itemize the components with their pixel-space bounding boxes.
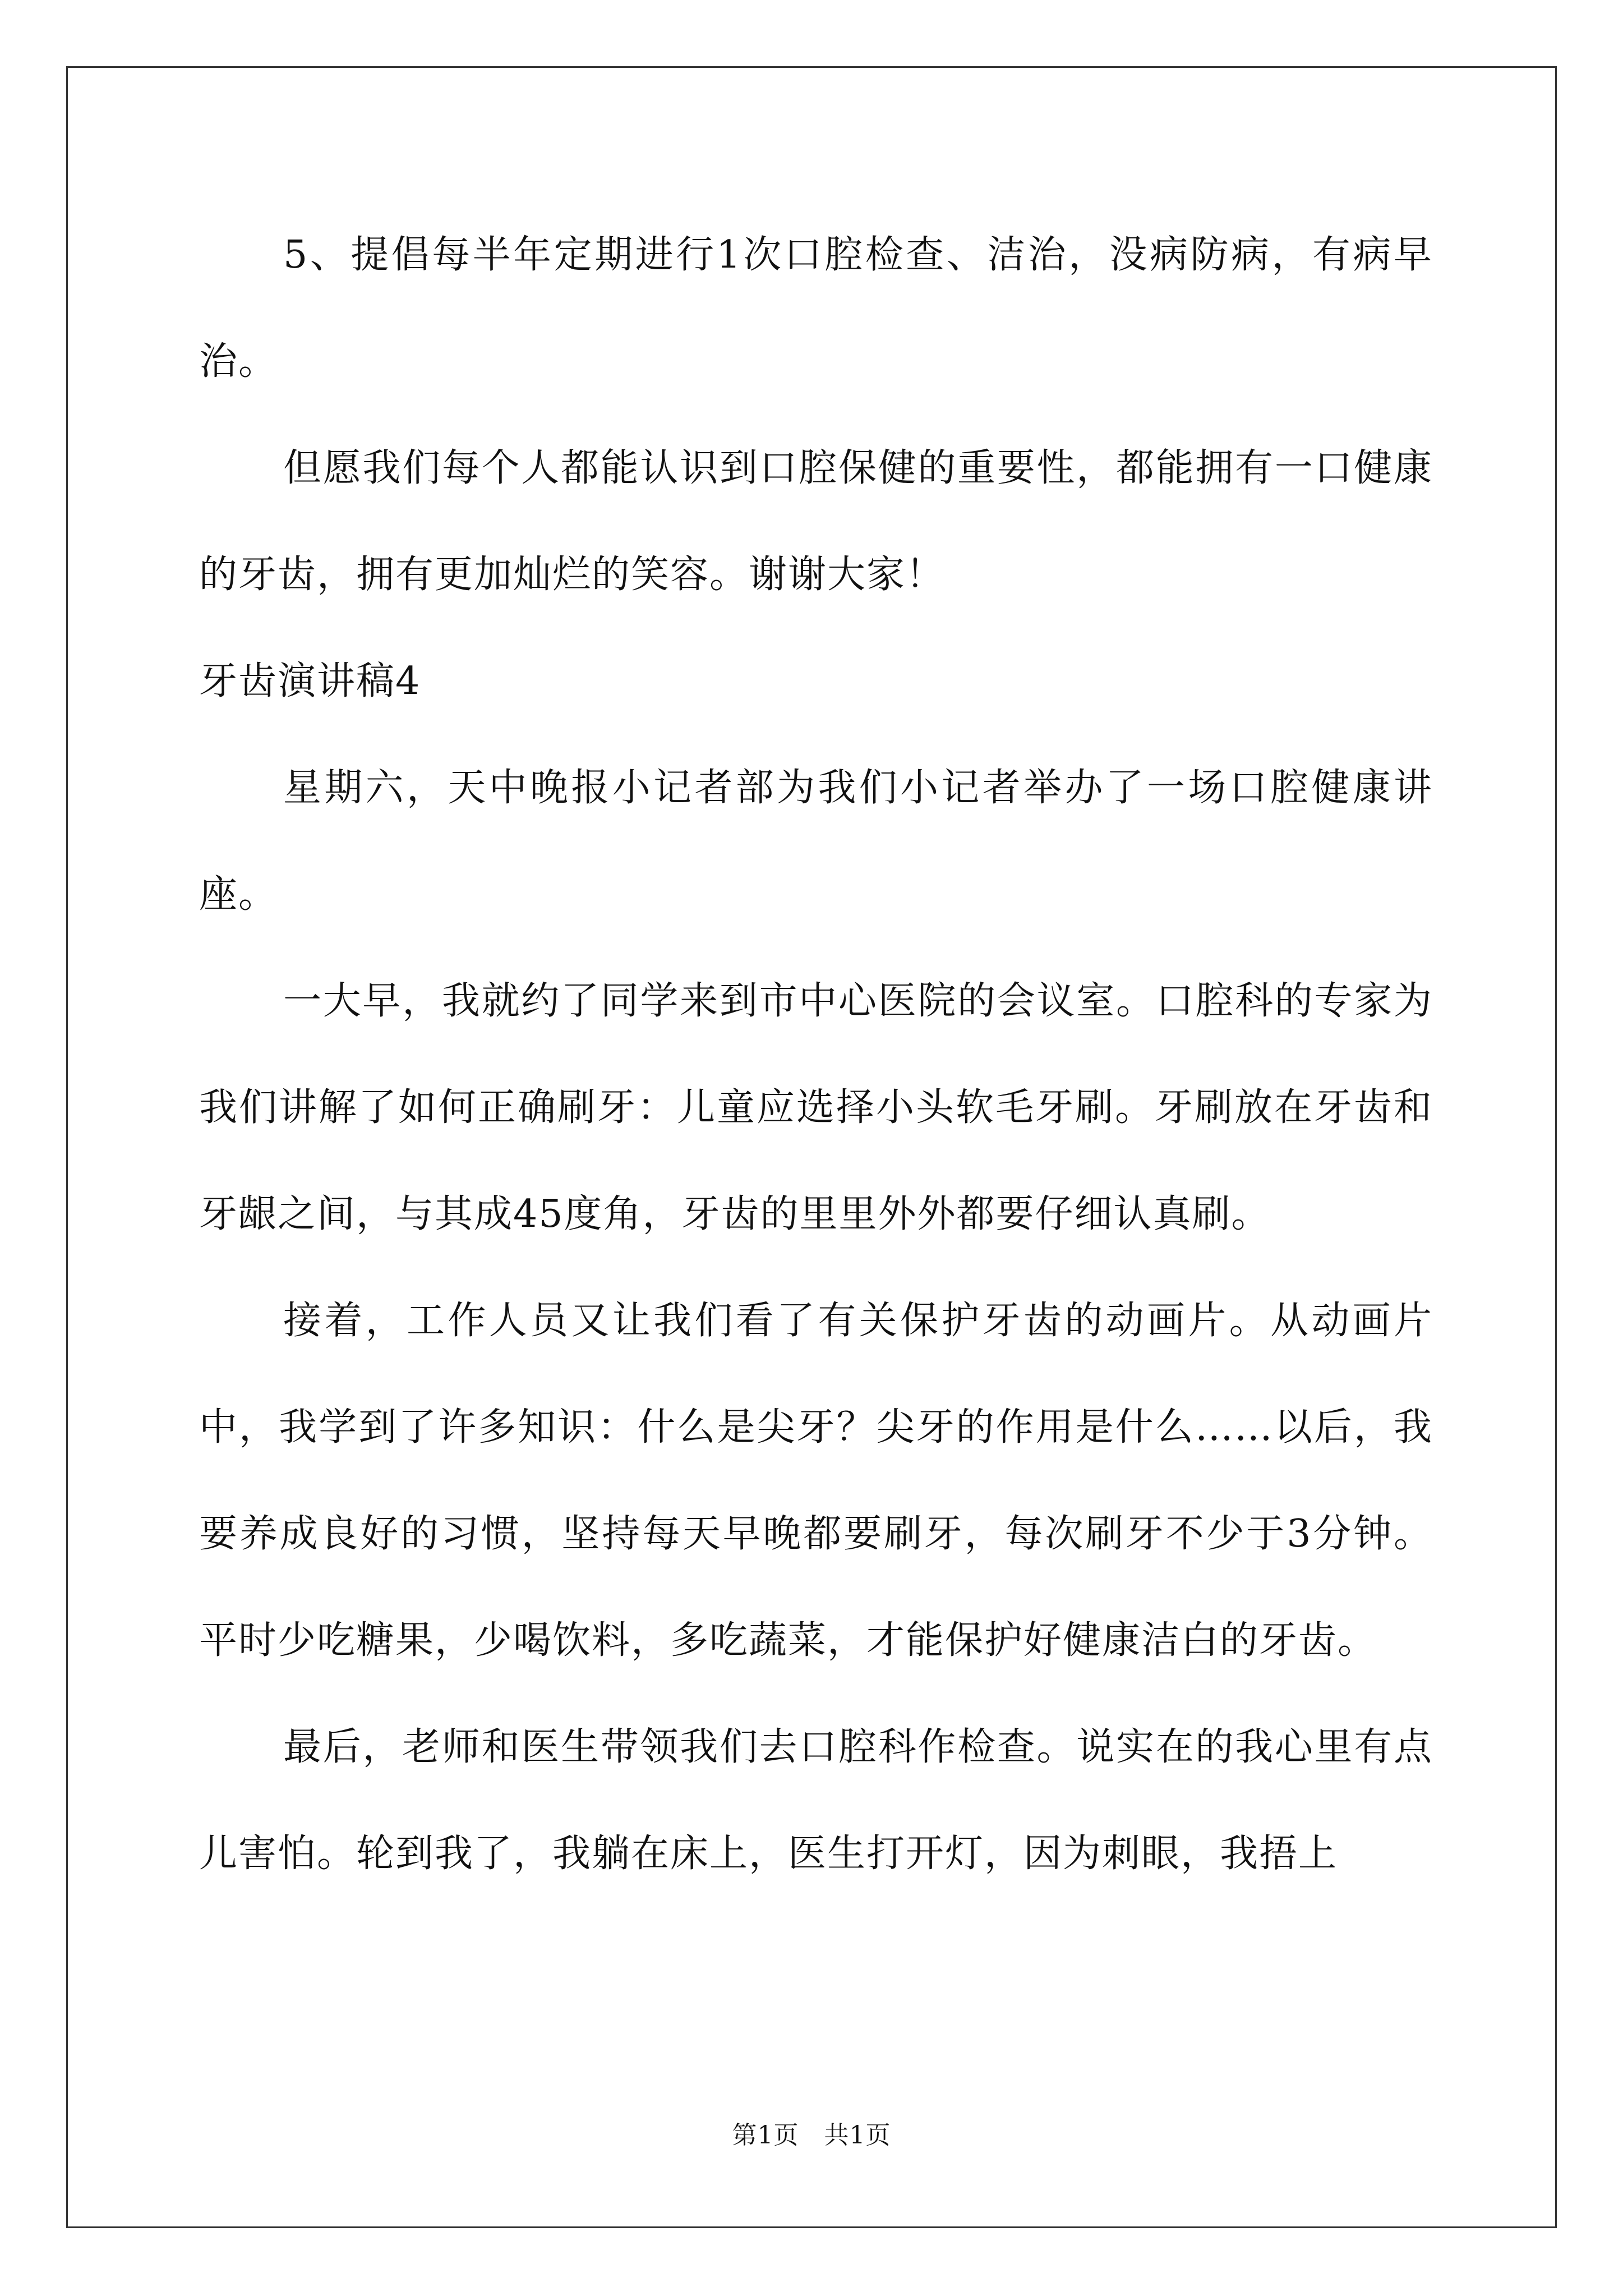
page-number-footer: 第1页 共1页 [732, 2121, 891, 2150]
paragraph-brushing-lesson: 一大早，我就约了同学来到市中心医院的会议室。口腔科的专家为我们讲解了如何正确刷牙：儿童应选择小头软毛牙刷。牙刷放在牙齿和牙龈之间，与其成45度角，牙齿的里里外外都要仔细认真刷。 [199, 979, 1433, 1236]
document-body [199, 202, 1433, 1907]
paragraph-checkup-story: 最后，老师和医生带领我们去口腔科作检查。说实在的我心里有点儿害怕。轮到我了，我躺在床上，医生打开灯，因为刺眼，我捂上 [199, 1725, 1433, 1876]
paragraph-dental-checkup-advice: 5、提倡每半年定期进行1次口腔检查、洁治，没病防病，有病早治。 [199, 233, 1433, 384]
section-heading: 牙齿演讲稿4 [199, 659, 421, 703]
paragraph-lecture-intro: 星期六，天中晚报小记者部为我们小记者举办了一场口腔健康讲座。 [199, 766, 1433, 917]
paragraph-closing-wish: 但愿我们每个人都能认识到口腔保健的重要性，都能拥有一口健康的牙齿，拥有更加灿烂的笑容。谢谢大家！ [199, 446, 1433, 597]
paragraph-animation-lesson: 接着，工作人员又让我们看了有关保护牙齿的动画片。从动画片中，我学到了许多知识：什么是尖牙？尖牙的作用是什么……以后，我要养成良好的习惯，坚持每天早晚都要刷牙，每次刷牙不少于3分钟。平时少吃糖果，少喝饮料，多吃蔬菜，才能保护好健康洁白的牙齿。 [199, 1299, 1433, 1663]
